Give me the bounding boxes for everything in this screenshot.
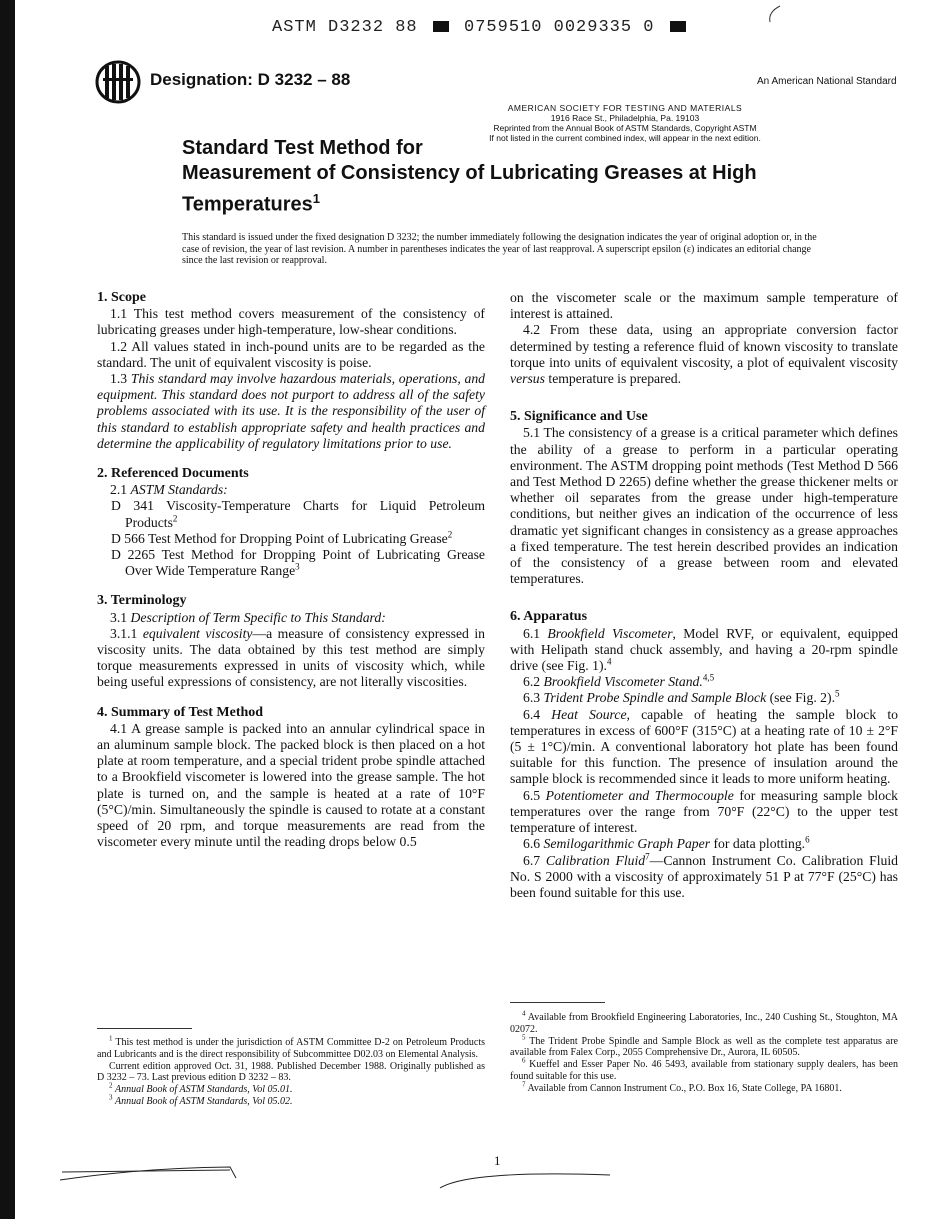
designation: Designation: D 3232 – 88 (150, 70, 351, 89)
index-note: If not listed in the current combined index, will appear in the next edition. (489, 133, 761, 143)
page-number: 1 (494, 1153, 501, 1168)
paragraph: 6.2 Brookfield Viscometer Stand.$^{4,5}$ (523, 672, 715, 690)
reference-item: D 341 Viscosity-Temperature Charts for Liquid Petroleum Products$^2$ (111, 498, 485, 530)
society-name: AMERICAN SOCIETY FOR TESTING AND MATERIALS (507, 103, 743, 113)
paragraph: on the viscometer scale or the maximum sample temperature of interest is attained. (510, 290, 898, 322)
paragraph: 3.1.1 equivalent viscosity—a measure of consistency expressed in viscosity units. The data obtained by this test method are simply torque measurements expressed in units of viscosity which, while being useful expressions of consistency, are not literally viscosities. (97, 625, 486, 690)
paragraph: 6.3 Trident Probe Spindle and Sample Block (see Fig. 2).$^5$ (523, 688, 840, 706)
title-line-3: Temperatures (182, 193, 313, 216)
section-heading: 2. Referenced Documents (97, 466, 249, 482)
paragraph: 6.1 Brookfield Viscometer, Model RVF, or equivalent, equipped with Helipath stand chuck assembly, and having a 20-rpm spindle drive (see Fig. 1).$^4$ (510, 625, 898, 674)
reprint-note: Reprinted from the Annual Book of ASTM Standards, Copyright ASTM (493, 123, 757, 133)
paragraph: 4.2 From these data, using an appropriate conversion factor determined by testing a reference fluid of known viscosity to translate torque into units of equivalent viscosity, a plot of equivalent viscosity versus temperature is prepared. (510, 322, 898, 387)
reference-item: D 566 Test Method for Dropping Point of Lubricating Grease$^2$ (111, 529, 453, 546)
american-national-standard: An American National Standard (757, 76, 897, 87)
paragraph: 2.1 ASTM Standards: (110, 482, 228, 498)
title-line-1: Standard Test Method for (182, 137, 423, 159)
paragraph: 3.1 Description of Term Specific to This Standard: (110, 609, 386, 625)
society-address: 1916 Race St., Philadelphia, Pa. 19103 (550, 113, 700, 123)
paragraph: 6.4 Heat Source, capable of heating the sample block to temperatures in excess of 600°F (315°C) at a heating rate of 10 ± 2°F (5 ± 1°C)/min. A conventional laboratory hot plate has been found suitable for this function. The presence of insulation around the sample block is recommended since it leads to more uniform heating. (510, 706, 899, 787)
intro-note: This standard is issued under the fixed designation D 3232; the number immediately following the designation indicates the year of original adoption or, in the case of revision, the year of last revision. A number in parentheses indicates the year of last reapproval. A superscript epsilon (ε) indicates an editorial change since the last revision or reapproval. (182, 232, 817, 266)
paragraph: 1.3 This standard may involve hazardous materials, operations, and equipment. This standard does not purport to address all of the safety problems associated with its use. It is the responsibility of the user of this standard to establish appropriate safety and health practices and determine the applicability of regulatory limitations prior to use. (97, 371, 486, 451)
scan-code-a: ASTM D3232 88 (272, 18, 418, 37)
paragraph: 6.5 Potentiometer and Thermocouple for measuring sample block temperatures over the range from 70°F (22°C) to the upper test temperature of interest. (510, 787, 899, 836)
section-heading: 6. Apparatus (510, 609, 588, 625)
footnote: $^3$ Annual Book of ASTM Standards, Vol 05.02. (109, 1093, 293, 1107)
section-heading: 1. Scope (97, 290, 146, 305)
section-heading: 5. Significance and Use (510, 409, 648, 425)
section-heading: 4. Summary of Test Method (97, 704, 264, 720)
footnote: $^2$ Annual Book of ASTM Standards, Vol 05.01. (109, 1081, 293, 1096)
paragraph: 1.2 All values stated in inch-pound units are to be regarded as the standard. The unit of equivalent viscosity is poise. (97, 338, 485, 370)
paragraph: 6.7 Calibration Fluid$^7$—Cannon Instrument Co. Calibration Fluid No. S 2000 with a viscosity of approximately 51 P at 77°F (25°C) has been found suitable for this use. (510, 850, 899, 900)
footnote: $^7$ Available from Cannon Instrument Co., P.O. Box 16, State College, PA 16801. (522, 1080, 842, 1094)
scan-code-b: 0759510 0029335 0 (464, 18, 655, 37)
reference-item: D 2265 Test Method for Dropping Point of Lubricating Grease Over Wide Temperature Range$^3$ (111, 547, 485, 579)
section-heading: 3. Terminology (97, 593, 187, 609)
footnote: $^1$ This test method is under the jurisdiction of ASTM Committee D-2 on Petroleum Products and Lubricants and is the direct responsibility of Subcommittee D02.03 on Elemental Analysis. (97, 1034, 485, 1060)
paragraph: 1.1 This test method covers measurement of the consistency of lubricating greases under high-temperature, low-shear conditions. (97, 306, 485, 338)
footnote: $^4$ Available from Brookfield Engineering Laboratories, Inc., 240 Cushing St., Stoughton, MA 02072. (510, 1009, 898, 1035)
title-line-2: Measurement of Consistency of Lubricating Greases at High (182, 162, 757, 184)
paragraph: 6.6 Semilogarithmic Graph Paper for data plotting.$^6$ (523, 834, 810, 852)
paragraph: 4.1 A grease sample is packed into an annular cylindrical space in an aluminum sample block. The packed block is then placed on a hot plate at room temperature, and a special trident probe spindle attached to a Brookfield viscometer is lowered into the grease sample. The hot plate is turned on, and the sample is heated at a rate of 10°F (5°C)/min. Simultaneously the spindle is caused to rotate at a constant speed of 20 rpm, and torque measurements are read from the viscometer every minute until the reading drops below 0.5 (97, 720, 485, 850)
footnote: $^5$ The Trident Probe Spindle and Sample Block as well as the complete test apparatus are available from Falex Corp., 2055 Comprehensive Dr., Aurora, IL 60505. (510, 1033, 898, 1059)
title-footnote-ref: 1 (312, 191, 321, 206)
footnote: $^6$ Kueffel and Esser Paper No. 46 5493, available from stationary supply dealers, has been found suitable for this use. (510, 1056, 898, 1082)
footnote: Current edition approved Oct. 31, 1988. Published December 1988. Originally published as D 3232 – 73. Last previous edition D 3232 – 83. (97, 1060, 485, 1084)
paragraph: 5.1 The consistency of a grease is a critical parameter which defines the ability of a grease to perform in a particular operating environment. The ASTM dropping point methods (Test Method D 566 and Test Method D 2265) define whether the grease thickener melts or whether oil separates from the grease under high-temperature conditions, but neither gives an indication of the occurrence of less dramatic yet significant changes in consistency as a grease approaches a fixed temperature. The test herein described provides an indication of the consistency of a grease between room and elevated temperatures. (510, 425, 898, 587)
